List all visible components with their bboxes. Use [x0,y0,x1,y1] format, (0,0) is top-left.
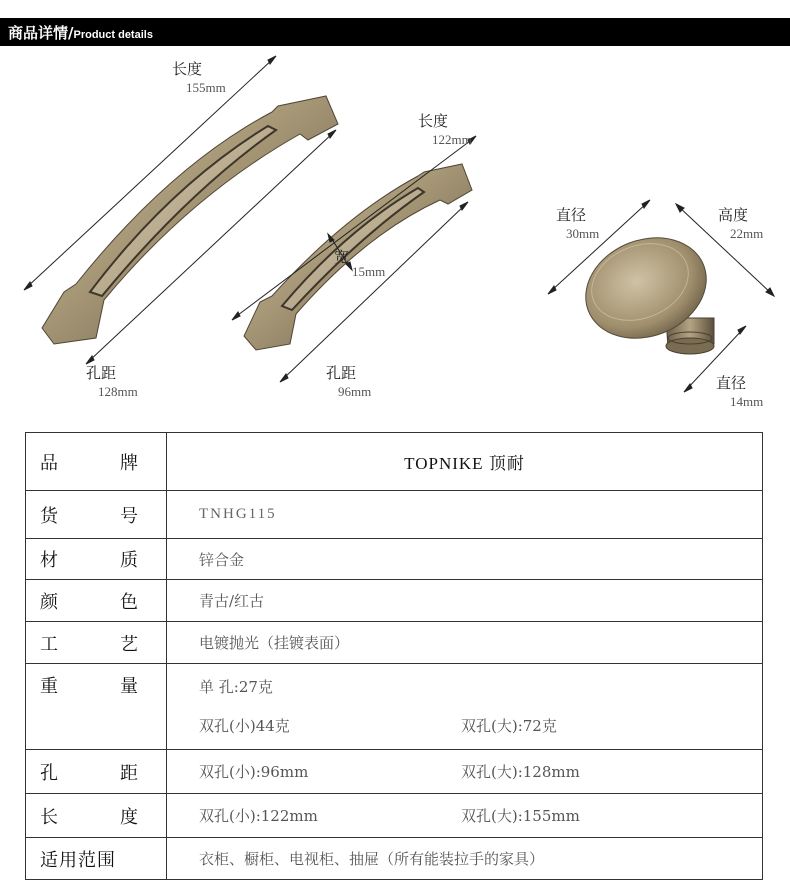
spec-row-material [26,539,763,580]
spec-label: 重 量 [26,664,167,750]
material-value: 锌合金 [167,539,763,580]
spec-row-model [26,491,763,539]
spec-row-usage [26,838,763,880]
section-title-en: Product details [73,29,153,41]
spec-label: 适用范围 [26,838,167,880]
small-width-label: 宽 [334,250,350,266]
weight-single: 单 孔:27克 [199,677,273,696]
hole-distance-large: 双孔(大):128mm [461,763,580,781]
weight-double-large: 双孔(大):72克 [461,716,557,735]
small-length-label: 长度 [418,114,449,130]
weight-double [199,706,762,746]
length-value [167,794,763,838]
brand-value: TOPNIKE 顶耐 [167,433,763,491]
spec-label: 工 艺 [26,622,167,664]
usage-value: 衣柜、橱柜、电视柜、抽屉（所有能装拉手的家具） [167,838,763,880]
large-hole-value: 128mm [98,384,138,399]
spec-row-color [26,580,763,622]
knob-height-value: 22mm [730,226,764,241]
spec-row-process [26,622,763,664]
model-value: TNHG115 [167,491,763,539]
knob-height-label: 高度 [718,208,749,224]
small-width-value: 15mm [352,264,386,279]
knob-base-label: 直径 [716,376,747,392]
small-handle [244,164,472,350]
spec-label: 品 牌 [26,433,167,491]
knob-diameter-label: 直径 [556,208,587,224]
knob-diameter-value: 30mm [566,226,600,241]
process-value: 电镀抛光（挂镀表面） [167,622,763,664]
small-length-value: 122mm [432,132,472,147]
length-large: 双孔(大):155mm [461,807,580,825]
product-drawing [0,46,790,426]
spec-label: 颜 色 [26,580,167,622]
small-hole-value: 96mm [338,384,372,399]
weight-value [167,664,763,750]
large-length-label: 长度 [172,62,203,78]
spec-row-length [26,794,763,838]
large-length-value: 155mm [186,80,226,95]
spec-row-hole-distance [26,750,763,794]
spec-label: 材 质 [26,539,167,580]
hole-distance-value [167,750,763,794]
spec-label: 孔 距 [26,750,167,794]
section-header [0,18,790,46]
weight-double-small: 双孔(小)44克 [199,716,290,735]
length-small: 双孔(小):122mm [199,807,318,825]
spec-row-brand [26,433,763,491]
spec-label: 货 号 [26,491,167,539]
spec-table [25,432,763,880]
color-value: 青古/红古 [167,580,763,622]
large-hole-label: 孔距 [86,366,117,382]
product-illustration [0,46,790,426]
hole-distance-small: 双孔(小):96mm [199,763,309,781]
knob-base-value: 14mm [730,394,764,409]
spec-label: 长 度 [26,794,167,838]
spec-row-weight [26,664,763,750]
section-title [8,22,153,43]
section-title-cn: 商品详情/ [8,24,74,42]
small-hole-label: 孔距 [326,366,357,382]
